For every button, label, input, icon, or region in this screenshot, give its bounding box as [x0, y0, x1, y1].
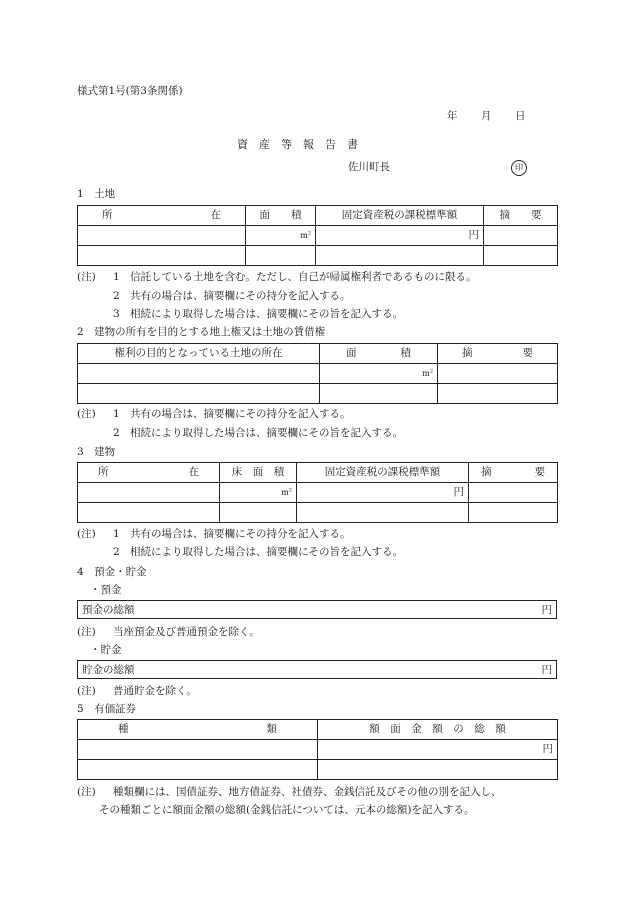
seal-mark: 印 [511, 160, 527, 176]
addressee: 佐川町長 [348, 161, 390, 173]
securities-note-prefix: (注) [77, 786, 96, 798]
savings-total-label: 貯金の総額 [82, 664, 135, 676]
date-month-label: 月 [481, 110, 492, 122]
building-remarks-input[interactable] [469, 483, 558, 503]
leasehold-row [78, 384, 558, 404]
date-year-label: 年 [447, 110, 458, 122]
land-col-area: 面 積 [246, 206, 316, 226]
building-location-input[interactable] [78, 483, 220, 503]
building-heading: 3 建物 [77, 446, 116, 458]
securities-col-type-b: 類 [266, 723, 277, 736]
deposit-total-label: 預金の総額 [82, 604, 135, 616]
building-remarks-input[interactable] [469, 503, 558, 523]
leasehold-remarks-input[interactable] [438, 384, 558, 404]
land-area-unit [300, 231, 311, 240]
building-col-location [78, 463, 220, 483]
building-header-row [78, 463, 558, 483]
deposit-total-field[interactable] [77, 600, 557, 619]
building-area-unit-m: m [281, 488, 289, 498]
deposit-note-prefix: (注) [77, 626, 96, 638]
securities-header-row [78, 720, 558, 740]
securities-col-type-a: 種 [118, 723, 129, 736]
building-col-floor-area: 床 面 積 [220, 463, 297, 483]
building-col-location-a: 所 [98, 466, 109, 479]
leasehold-row [78, 364, 558, 384]
land-tax-base-input[interactable] [316, 226, 484, 246]
land-col-location-a: 所 [102, 209, 113, 222]
form-number: 様式第1号(第3条関係) [77, 85, 183, 97]
securities-heading: 5 有価証券 [77, 703, 137, 715]
land-tax-unit: 円 [468, 229, 479, 242]
building-tax-unit: 円 [453, 486, 464, 499]
leasehold-col-remarks [438, 344, 558, 364]
leasehold-heading: 2 建物の所有を目的とする地上権又は土地の賃借権 [77, 326, 326, 338]
land-header-row [78, 206, 558, 226]
savings-total-field[interactable] [77, 660, 557, 679]
land-col-remarks: 摘 要 [484, 206, 558, 226]
land-row [78, 246, 558, 266]
land-note-prefix: (注) [77, 271, 96, 283]
building-area-unit [281, 488, 292, 497]
building-note-2-num: 2 [113, 546, 120, 558]
leasehold-col-location: 権利の目的となっている土地の所在 [78, 344, 320, 364]
securities-row [78, 760, 558, 780]
land-col-location-b: 在 [210, 209, 221, 222]
land-area-input[interactable] [246, 226, 316, 246]
securities-col-type [78, 720, 318, 740]
securities-row [78, 740, 558, 760]
leasehold-location-input[interactable] [78, 384, 320, 404]
building-tax-base-input[interactable] [297, 503, 469, 523]
leasehold-note-2-num: 2 [113, 427, 120, 439]
land-area-unit-sup: 2 [307, 230, 311, 237]
leasehold-table [77, 343, 558, 404]
land-col-location [78, 206, 246, 226]
building-table [77, 462, 558, 523]
savings-unit: 円 [541, 664, 552, 676]
leasehold-note-prefix: (注) [77, 408, 96, 420]
leasehold-area-unit [422, 369, 433, 378]
building-col-remarks-a: 摘 [481, 466, 492, 479]
building-row [78, 483, 558, 503]
leasehold-col-remarks-b: 要 [522, 347, 533, 360]
leasehold-remarks-input[interactable] [438, 364, 558, 384]
building-location-input[interactable] [78, 503, 220, 523]
leasehold-note-2: 相続により取得した場合は、摘要欄にその旨を記入する。 [130, 427, 403, 439]
leasehold-area-unit-sup: 2 [429, 368, 433, 375]
leasehold-location-input[interactable] [78, 364, 320, 384]
leasehold-col-area-b: 積 [400, 347, 411, 360]
land-note-2: 共有の場合は、摘要欄にその持分を記入する。 [130, 290, 351, 302]
building-floor-area-input[interactable] [220, 503, 297, 523]
leasehold-area-input[interactable] [320, 364, 438, 384]
building-note-2: 相続により取得した場合は、摘要欄にその旨を記入する。 [130, 546, 403, 558]
land-location-input[interactable] [78, 246, 246, 266]
building-tax-base-input[interactable] [297, 483, 469, 503]
leasehold-col-remarks-a: 摘 [462, 347, 473, 360]
building-note-prefix: (注) [77, 528, 96, 540]
building-note-1-num: 1 [113, 528, 120, 540]
building-col-location-b: 在 [188, 466, 199, 479]
savings-subheading: ・貯金 [90, 644, 122, 656]
building-row [78, 503, 558, 523]
leasehold-area-unit-m: m [422, 369, 430, 379]
securities-note-line-1: 種類欄には、国債証券、地方債証券、社債券、金銭信託及びその他の別を記入し、 [113, 786, 502, 798]
land-note-3-num: 3 [113, 308, 120, 320]
land-area-unit-m: m [300, 231, 308, 241]
deposit-note: 当座預金及び普通預金を除く。 [113, 626, 260, 638]
building-area-unit-sup: 2 [288, 487, 292, 494]
land-note-1: 信託している土地を含む。ただし、自己が帰属権利者であるものに限る。 [130, 271, 477, 283]
land-note-1-num: 1 [113, 271, 120, 283]
securities-type-input[interactable] [78, 740, 318, 760]
securities-unit: 円 [542, 743, 553, 756]
land-table [77, 205, 558, 266]
leasehold-note-1: 共有の場合は、摘要欄にその持分を記入する。 [130, 408, 351, 420]
building-floor-area-input[interactable] [220, 483, 297, 503]
land-location-input[interactable] [78, 226, 246, 246]
land-remarks-input[interactable] [484, 246, 558, 266]
deposit-unit: 円 [541, 604, 552, 616]
securities-note-line-2: その種類ごとに額面金額の総額(金銭信託については、元本の総額)を記入する。 [99, 804, 475, 816]
savings-note-prefix: (注) [77, 685, 96, 697]
securities-total-input[interactable] [318, 740, 558, 760]
land-col-tax-base: 固定資産税の課税標準額 [316, 206, 484, 226]
land-note-2-num: 2 [113, 290, 120, 302]
leasehold-area-input[interactable] [320, 384, 438, 404]
deposit-subheading: ・預金 [90, 584, 122, 596]
page-title: 資 産 等 報 告 書 [237, 138, 358, 151]
land-row [78, 226, 558, 246]
leasehold-header-row [78, 344, 558, 364]
land-area-input[interactable] [246, 246, 316, 266]
land-tax-base-input[interactable] [316, 246, 484, 266]
securities-total-input[interactable] [318, 760, 558, 780]
securities-col-total: 額 面 金 額 の 総 額 [318, 720, 558, 740]
leasehold-note-1-num: 1 [113, 408, 120, 420]
land-remarks-input[interactable] [484, 226, 558, 246]
building-col-tax-base: 固定資産税の課税標準額 [297, 463, 469, 483]
land-heading: 1 土地 [77, 188, 116, 200]
deposits-heading: 4 預金・貯金 [77, 566, 147, 578]
securities-table [77, 719, 558, 780]
building-col-remarks-b: 要 [534, 466, 545, 479]
leasehold-col-area [320, 344, 438, 364]
date-day-label: 日 [515, 110, 526, 122]
savings-note: 普通貯金を除く。 [113, 685, 197, 697]
building-note-1: 共有の場合は、摘要欄にその持分を記入する。 [130, 528, 351, 540]
leasehold-col-area-a: 面 [346, 347, 357, 360]
building-col-remarks [469, 463, 558, 483]
securities-type-input[interactable] [78, 760, 318, 780]
land-note-3: 相続により取得した場合は、摘要欄にその旨を記入する。 [130, 308, 403, 320]
